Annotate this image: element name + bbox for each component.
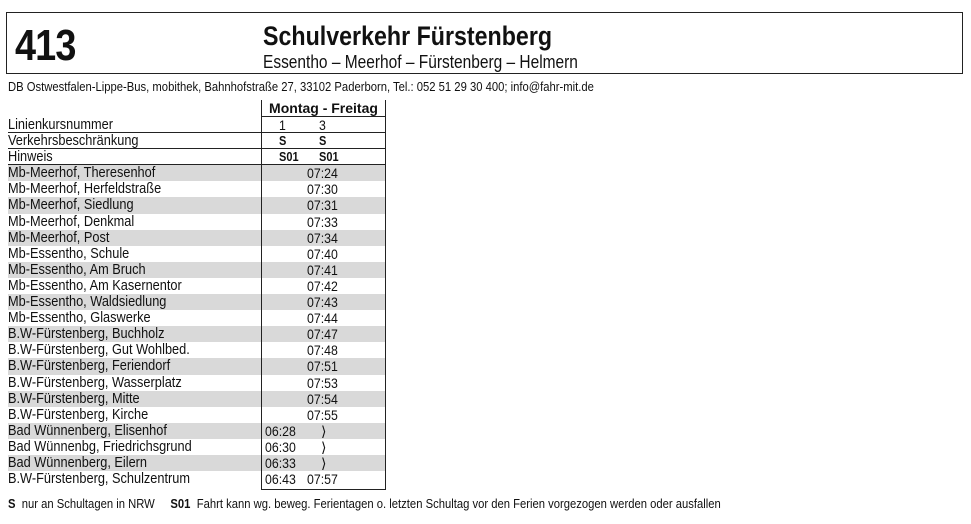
stop-row <box>8 230 386 246</box>
meta-row-col2: 3 <box>319 117 326 133</box>
stop-name: Bad Wünnenbg, Friedrichsgrund <box>8 438 192 455</box>
departure-time-col2: 07:43 <box>307 294 338 311</box>
stop-name: B.W-Fürstenberg, Gut Wohlbed. <box>8 342 190 359</box>
stop-name: B.W-Fürstenberg, Feriendorf <box>8 358 171 375</box>
departure-time-col2: 07:57 <box>307 471 338 488</box>
departure-time-col2: 07:40 <box>307 245 338 262</box>
departure-time-col1: 06:43 <box>265 471 296 488</box>
meta-row-col1: S <box>279 134 287 149</box>
route-subtitle: Essentho – Meerhof – Fürstenberg – Helmern <box>263 52 578 72</box>
stop-row <box>8 358 386 374</box>
departure-time-col2: 07:53 <box>307 374 338 391</box>
stop-row <box>8 246 386 262</box>
meta-rows <box>8 117 386 165</box>
meta-row-col1: S01 <box>279 150 299 165</box>
footnote-s-code: S <box>8 497 16 511</box>
stop-row <box>8 197 386 213</box>
column-divider-right <box>385 100 386 490</box>
column-divider-left <box>261 100 262 490</box>
stop-row <box>8 455 386 471</box>
stop-row <box>8 423 386 439</box>
stop-name: Mb-Meerhof, Denkmal <box>8 213 135 230</box>
stop-row <box>8 278 386 294</box>
departure-time-col1: 06:28 <box>265 422 296 439</box>
stop-row <box>8 407 386 423</box>
departure-time-col2: 07:41 <box>307 261 338 278</box>
stop-name: B.W-Fürstenberg, Schulzentrum <box>8 471 191 488</box>
stop-row <box>8 471 386 487</box>
departure-time-col1: 06:33 <box>265 454 296 471</box>
stop-row <box>8 439 386 455</box>
stop-name: Mb-Meerhof, Post <box>8 229 110 246</box>
departure-time-col2: 07:54 <box>307 390 338 407</box>
stop-row <box>8 294 386 310</box>
timetable <box>8 100 386 487</box>
route-number: 413 <box>15 21 76 70</box>
stop-name: Mb-Essentho, Schule <box>8 245 130 262</box>
footnote-s01-text: Fahrt kann wg. beweg. Ferientagen o. letzten Schultag vor den Ferien vorgezogen werden oder ausfallen <box>196 497 721 511</box>
stop-name: B.W-Fürstenberg, Buchholz <box>8 326 165 343</box>
stop-row <box>8 214 386 230</box>
departure-time-col2: 07:31 <box>307 197 338 214</box>
page-title: Schulverkehr Fürstenberg <box>263 21 553 51</box>
stop-name: Mb-Essentho, Waldsiedlung <box>8 294 167 311</box>
stop-row <box>8 262 386 278</box>
departure-time-col2: 07:24 <box>307 165 338 182</box>
stop-row <box>8 391 386 407</box>
departure-time-col2: 07:34 <box>307 229 338 246</box>
stop-row <box>8 165 386 181</box>
departure-time-col2: 07:42 <box>307 277 338 294</box>
footnote <box>8 497 721 511</box>
stop-row <box>8 326 386 342</box>
meta-row-col1: 1 <box>279 117 286 133</box>
departure-time-col2: 07:47 <box>307 326 338 343</box>
departure-time-col1: 06:30 <box>265 438 296 455</box>
stop-name: Bad Wünnenberg, Eilern <box>8 454 148 471</box>
days-header: Montag - Freitag <box>261 100 386 117</box>
departure-time-col2: 07:48 <box>307 342 338 359</box>
stop-row <box>8 342 386 358</box>
departure-time-col2: 07:33 <box>307 213 338 230</box>
stop-name: Mb-Essentho, Glaswerke <box>8 310 151 327</box>
stop-name: Mb-Essentho, Am Kasernentor <box>8 277 182 294</box>
footnote-s01-code: S01 <box>170 497 191 511</box>
stop-name: B.W-Fürstenberg, Wasserplatz <box>8 374 182 391</box>
departure-time-col2: 07:30 <box>307 181 338 198</box>
stop-name: B.W-Fürstenberg, Kirche <box>8 406 149 423</box>
meta-row <box>8 149 386 165</box>
departure-time-col2: 07:55 <box>307 406 338 423</box>
stop-name: Mb-Essentho, Am Bruch <box>8 261 146 278</box>
departure-time-col2: 07:44 <box>307 310 338 327</box>
pass-through-symbol: ⟩ <box>321 454 327 471</box>
stop-name: Mb-Meerhof, Theresenhof <box>8 165 156 182</box>
meta-row <box>8 133 386 149</box>
meta-row-label: Linienkursnummer <box>8 117 113 133</box>
stop-name: B.W-Fürstenberg, Mitte <box>8 390 140 407</box>
pass-through-symbol: ⟩ <box>321 438 327 455</box>
days-header-row <box>8 100 386 117</box>
stop-row <box>8 181 386 197</box>
stop-name: Mb-Meerhof, Siedlung <box>8 197 134 214</box>
stop-row <box>8 310 386 326</box>
meta-row-label: Verkehrsbeschränkung <box>8 133 139 150</box>
meta-row-label: Hinweis <box>8 149 53 166</box>
stop-rows <box>8 165 386 487</box>
table-bottom-border <box>261 489 386 490</box>
stop-name: Bad Wünnenberg, Elisenhof <box>8 422 167 439</box>
stop-name: Mb-Meerhof, Herfeldstraße <box>8 181 162 198</box>
meta-row <box>8 117 386 133</box>
departure-time-col2: 07:51 <box>307 358 338 375</box>
footnote-s-text: nur an Schultagen in NRW <box>21 497 155 511</box>
header-box <box>6 12 963 74</box>
operator-contact-line: DB Ostwestfalen-Lippe-Bus, mobithek, Bahnhofstraße 27, 33102 Paderborn, Tel.: 052 51 29 30 400; info@fahr-mit.de <box>8 80 594 94</box>
meta-row-col2: S01 <box>319 150 339 165</box>
stop-row <box>8 375 386 391</box>
meta-row-col2: S <box>319 134 327 149</box>
pass-through-symbol: ⟩ <box>321 422 327 439</box>
